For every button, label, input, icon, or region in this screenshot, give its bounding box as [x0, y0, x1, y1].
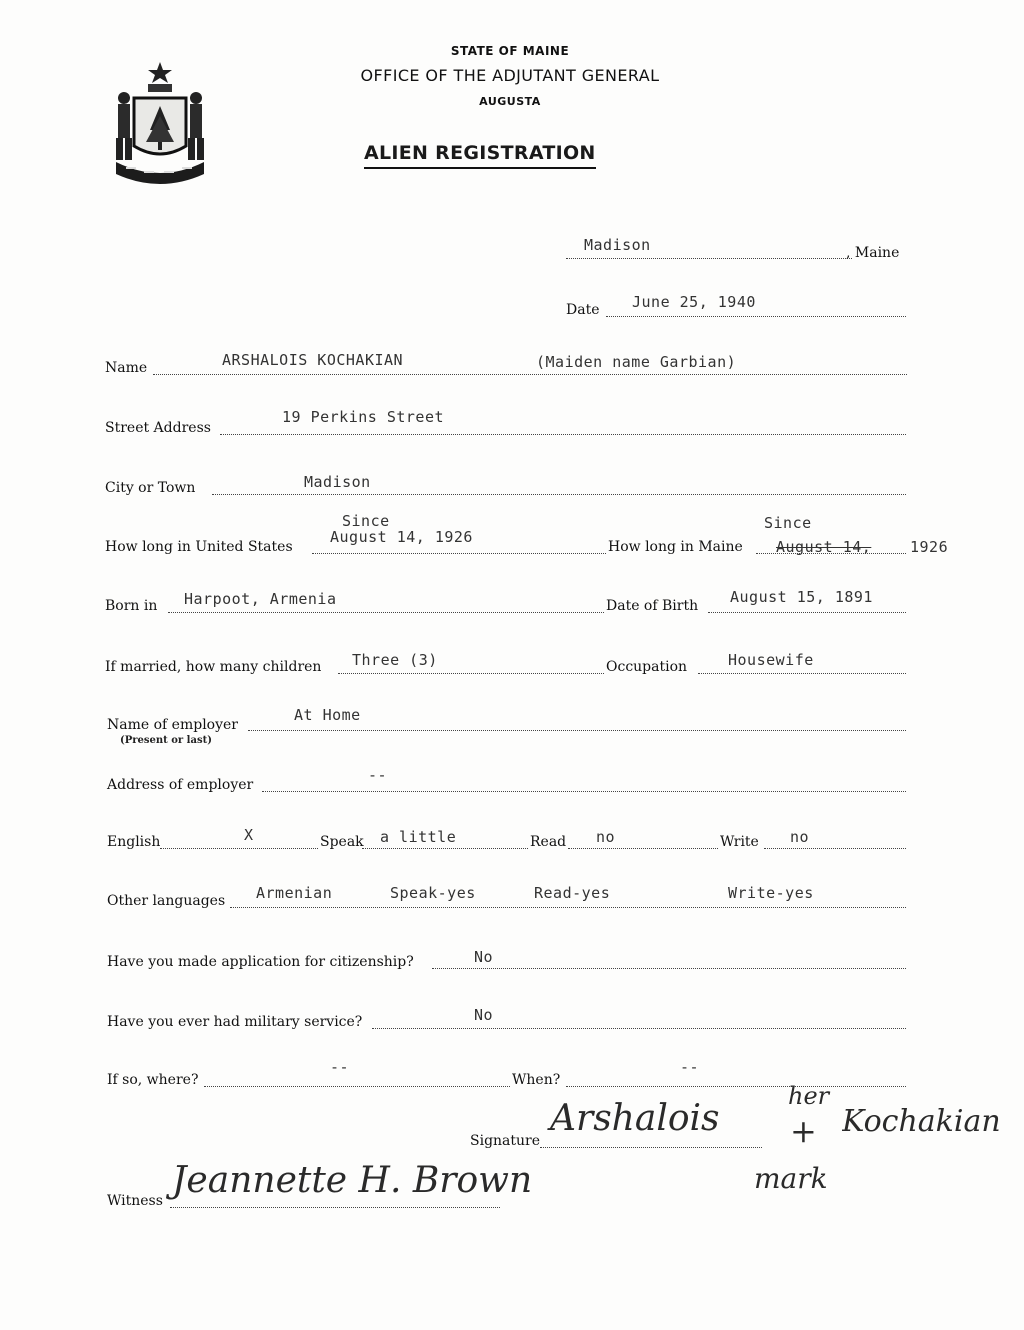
city-town-label: City or Town — [105, 480, 196, 496]
when-value: -- — [680, 1058, 700, 1076]
state-heading: STATE OF MAINE — [450, 44, 570, 58]
how-long-maine-label: How long in Maine — [608, 539, 743, 555]
children-value: Three (3) — [352, 651, 438, 669]
maine-year-value: 1926 — [910, 538, 949, 556]
where-line — [204, 1086, 510, 1087]
signature-first-name: Arshalois — [550, 1098, 720, 1139]
maine-label: , Maine — [846, 245, 900, 261]
date-line — [606, 316, 906, 317]
children-label: If married, how many children — [105, 659, 322, 675]
maine-date-struck: August 14, — [776, 538, 872, 556]
signature-mark-word: mark — [754, 1162, 828, 1195]
form-title: ALIEN REGISTRATION — [364, 142, 596, 169]
signature-last-name: Kochakian — [842, 1104, 1001, 1139]
name-line — [153, 374, 907, 375]
read-label: Read — [530, 834, 567, 850]
city-town-value: Madison — [304, 473, 371, 491]
write-value: no — [790, 828, 810, 846]
other-write-value: Write-yes — [728, 884, 814, 902]
military-value: No — [474, 1006, 494, 1024]
other-languages-label: Other languages — [107, 893, 226, 909]
where-label: If so, where? — [107, 1072, 199, 1088]
employer-label: Name of employer — [107, 717, 238, 733]
street-label: Street Address — [105, 420, 211, 436]
employer-address-value: -- — [368, 766, 388, 784]
occupation-label: Occupation — [606, 659, 688, 675]
dob-label: Date of Birth — [606, 598, 699, 614]
signature-mark-cross: + — [790, 1112, 817, 1150]
date-value: June 25, 1940 — [632, 293, 756, 311]
witness-label: Witness — [107, 1193, 163, 1209]
dob-line — [708, 612, 906, 613]
signature-label: Signature — [470, 1133, 541, 1149]
maiden-name-value: (Maiden name Garbian) — [536, 353, 737, 371]
dob-value: August 15, 1891 — [730, 588, 873, 606]
employer-line — [248, 730, 906, 731]
military-line — [372, 1028, 906, 1029]
children-line — [338, 673, 604, 674]
office-heading: OFFICE OF THE ADJUTANT GENERAL — [360, 66, 660, 85]
town-value: Madison — [584, 236, 651, 254]
how-long-us-line — [312, 553, 606, 554]
read-line — [568, 848, 718, 849]
city-heading: AUGUSTA — [479, 95, 541, 108]
employer-value: At Home — [294, 706, 361, 724]
english-value: X — [244, 826, 254, 844]
employer-address-line — [262, 791, 906, 792]
other-language-value: Armenian — [256, 884, 333, 902]
us-date-value: August 14, 1926 — [330, 528, 473, 546]
citizenship-label: Have you made application for citizenship? — [107, 954, 414, 970]
us-since-value: Since — [342, 512, 390, 530]
when-line — [566, 1086, 906, 1087]
when-label: When? — [512, 1072, 561, 1088]
date-label: Date — [566, 302, 600, 318]
name-value: ARSHALOIS KOCHAKIAN — [222, 351, 404, 369]
citizenship-value: No — [474, 948, 494, 966]
other-read-value: Read-yes — [534, 884, 611, 902]
name-label: Name — [105, 360, 148, 376]
maine-since-value: Since — [764, 514, 812, 532]
witness-line — [170, 1207, 500, 1208]
born-in-label: Born in — [105, 598, 158, 614]
english-line — [160, 848, 318, 849]
street-value: 19 Perkins Street — [282, 408, 445, 426]
employer-sublabel: (Present or last) — [120, 735, 212, 746]
city-town-line — [212, 494, 906, 495]
citizenship-line — [432, 968, 906, 969]
speak-value: a little — [380, 828, 457, 846]
other-speak-value: Speak-yes — [390, 884, 476, 902]
born-in-line — [168, 612, 604, 613]
where-value: -- — [330, 1058, 350, 1076]
occupation-value: Housewife — [728, 651, 814, 669]
town-line — [566, 258, 852, 259]
occupation-line — [698, 673, 906, 674]
other-languages-line — [230, 907, 906, 908]
witness-signature: Jeannette H. Brown — [172, 1160, 533, 1201]
how-long-us-label: How long in United States — [105, 539, 293, 555]
speak-line — [362, 848, 528, 849]
born-in-value: Harpoot, Armenia — [184, 590, 337, 608]
state-seal-icon — [104, 58, 216, 186]
signature-her: her — [788, 1082, 830, 1110]
write-line — [764, 848, 906, 849]
read-value: no — [596, 828, 616, 846]
street-line — [220, 434, 906, 435]
write-label: Write — [720, 834, 759, 850]
speak-label: Speak — [320, 834, 364, 850]
employer-address-label: Address of employer — [107, 777, 254, 793]
english-label: English — [107, 834, 161, 850]
military-label: Have you ever had military service? — [107, 1014, 363, 1030]
signature-line — [540, 1147, 762, 1148]
